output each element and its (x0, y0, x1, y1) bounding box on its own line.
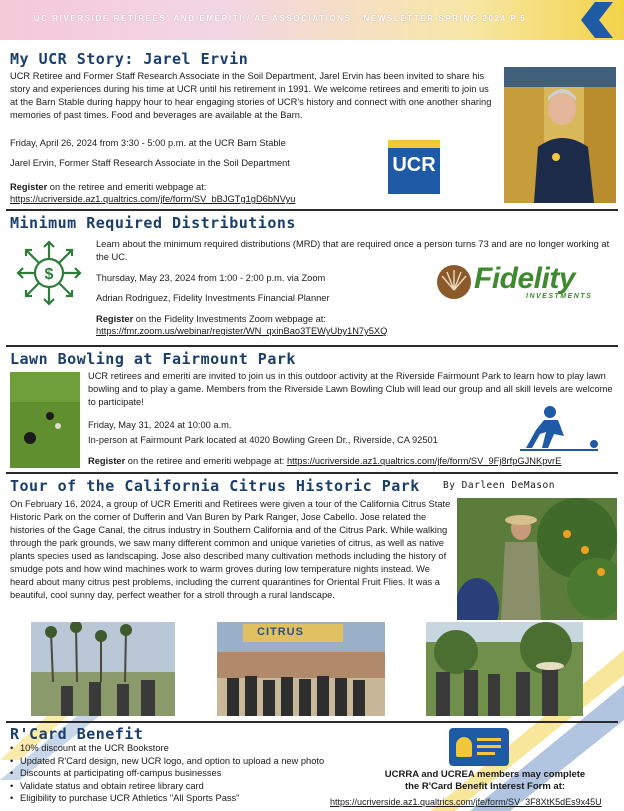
svg-text:$: $ (44, 266, 54, 283)
rcard-benefit-list (10, 742, 350, 805)
list-item: • Updated R'Card design, new UCR logo, and option to upload a new photo (10, 755, 350, 768)
rcard-cta-line2: the R'Card Benefit Interest Form at: (404, 781, 566, 792)
list-item: • Eligibility to purchase UCR Athletics "All Sports Pass" (10, 792, 350, 805)
citrus-body: On February 16, 2024, a group of UCR Emeriti and Retirees were given a tour of the California Citrus State Historic Park on the corner of Dufferin and Van Buren by Park Ranger, Jose Cabello. Jose related the histories of the Gage Canal, the citrus industry in Southern California and of the Citrus Park. While walking through the park grounds, we saw many different common and unique varieties of citrus, as well as native plants species used as landscaping. Jose also described many cultivation methods including the history of smudge pots and how wind machines work to warm groves during low temperature nights instead. We heard about many citrus pest problems, including the current quarantines for Oriental Fruit Flies. It was a beautiful, cool sunny day, perfect weather for a stroll through a rural landscape. (10, 499, 451, 600)
ucr-logo (388, 140, 440, 194)
rcard-cta-line1: UCRRA and UCREA members may complete (384, 769, 586, 780)
story-title: My UCR Story: Jarel Ervin (10, 50, 249, 68)
fidelity-sunburst-icon (436, 264, 472, 300)
bowling-body: UCR retirees and emeriti are invited to join us in this outdoor activity at the Riverside Fairmount Park to learn how to play lawn bowling and to play a game. Members from the Riverside Lawn Bowling Club will lead our group and all skill levels are welcome to participate! (88, 371, 613, 407)
citrus-tour-photo-palms (31, 622, 175, 716)
divider (6, 472, 618, 474)
mrd-register-link[interactable]: https://fmr.zoom.us/webinar/register/WN_qxinBao3TEWyUby1N7y5XQ (96, 326, 388, 336)
bowling-register-text: Register on the retiree and emeriti webpage at: https://ucriverside.az1.qualtrics.com/jfe/form/SV_9Fj8rfpGJNKpvrE (88, 456, 562, 466)
list-item: • 10% discount at the UCR Bookstore (10, 742, 350, 755)
citrus-tour-photo-grove (426, 622, 583, 716)
divider (6, 345, 618, 347)
ucr-logo-text: UCR (392, 154, 436, 176)
bowling-location: In-person at Fairmount Park located at 4020 Bowling Green Dr., Riverside, CA 92501 (88, 435, 438, 445)
bowling-register-link[interactable]: https://ucriverside.az1.qualtrics.com/jfe/form/SV_9Fj8rfpGJNKpvrE (286, 456, 562, 466)
citrus-tour-photo-group (217, 622, 385, 716)
fidelity-wordmark: Fidelity (474, 262, 576, 295)
chevron-logo-icon (575, 2, 619, 38)
story-speaker: Jarel Ervin, Former Staff Research Associate in the Soil Department (10, 158, 290, 168)
fidelity-logo (436, 262, 606, 304)
mrd-register-text: Register on the Fidelity Investments Zoom webpage at: (96, 314, 326, 324)
divider (6, 721, 618, 723)
list-item: • Validate status and obtain retiree library card (10, 780, 350, 793)
citrus-byline: By Darleen DeMason (443, 480, 555, 491)
citrus-title: Tour of the California Citrus Historic Park (10, 477, 420, 495)
divider (6, 209, 618, 211)
story-register-text: Register on the retiree and emeriti webpage at: (10, 182, 207, 192)
rcard-cta (355, 769, 615, 793)
mrd-title: Minimum Required Distributions (10, 214, 296, 232)
money-arrows-icon (14, 238, 84, 308)
story-body: UCR Retiree and Former Staff Research Associate in the Soil Department, Jarel Ervin has been invited to share his story and experiences during his time at UCR until his retirement in 1991. We welcome retirees and emeriti to join us at the Barn Stable during happy hour to hear engaging stories of UCR's history and connect with one another sharing memories of past times. Food and beverages are available at the Barn. (10, 71, 492, 120)
bowling-date: Friday, May 31, 2024 at 10:00 a.m. (88, 420, 232, 430)
story-date: Friday, April 26, 2024 from 3:30 - 5:00 p.m. at the UCR Barn Stable (10, 138, 286, 148)
citrus-tour-photo-ranger (457, 498, 617, 620)
newsletter-header: UC RIVERSIDE RETIREES' AND EMERITI / AE ASSOCIATIONS - NEWSLETTER SPRING 2024 P.5 (33, 14, 527, 23)
mrd-date: Thursday, May 23, 2024 from 1:00 - 2:00 p.m. via Zoom (96, 273, 326, 283)
jarel-ervin-photo (504, 67, 616, 203)
fidelity-sub: INVESTMENTS (526, 293, 593, 300)
rcard-form-link[interactable]: https://ucriverside.az1.qualtrics.com/jfe/form/SV_3F8XtK5dEs9x45U (330, 797, 602, 807)
citrus-sign-text: CITRUS (257, 626, 304, 638)
story-register-link[interactable]: https://ucriverside.az1.qualtrics.com/jfe/form/SV_bBJGTg1gD6bNVyu (10, 194, 296, 204)
lawn-bowling-photo (10, 372, 80, 468)
bowling-title: Lawn Bowling at Fairmount Park (10, 350, 296, 368)
mrd-body: Learn about the minimum required distributions (MRD) that are required once a person turns 73 and are no longer working at the UC. (96, 239, 610, 262)
lawn-bowler-icon (518, 404, 612, 454)
mrd-speaker: Adrian Rodriguez, Fidelity Investments Financial Planner (96, 293, 330, 303)
id-card-icon (449, 728, 509, 766)
rcard-title: R'Card Benefit (10, 725, 144, 743)
list-item: • Discounts at participating off-campus businesses (10, 767, 350, 780)
